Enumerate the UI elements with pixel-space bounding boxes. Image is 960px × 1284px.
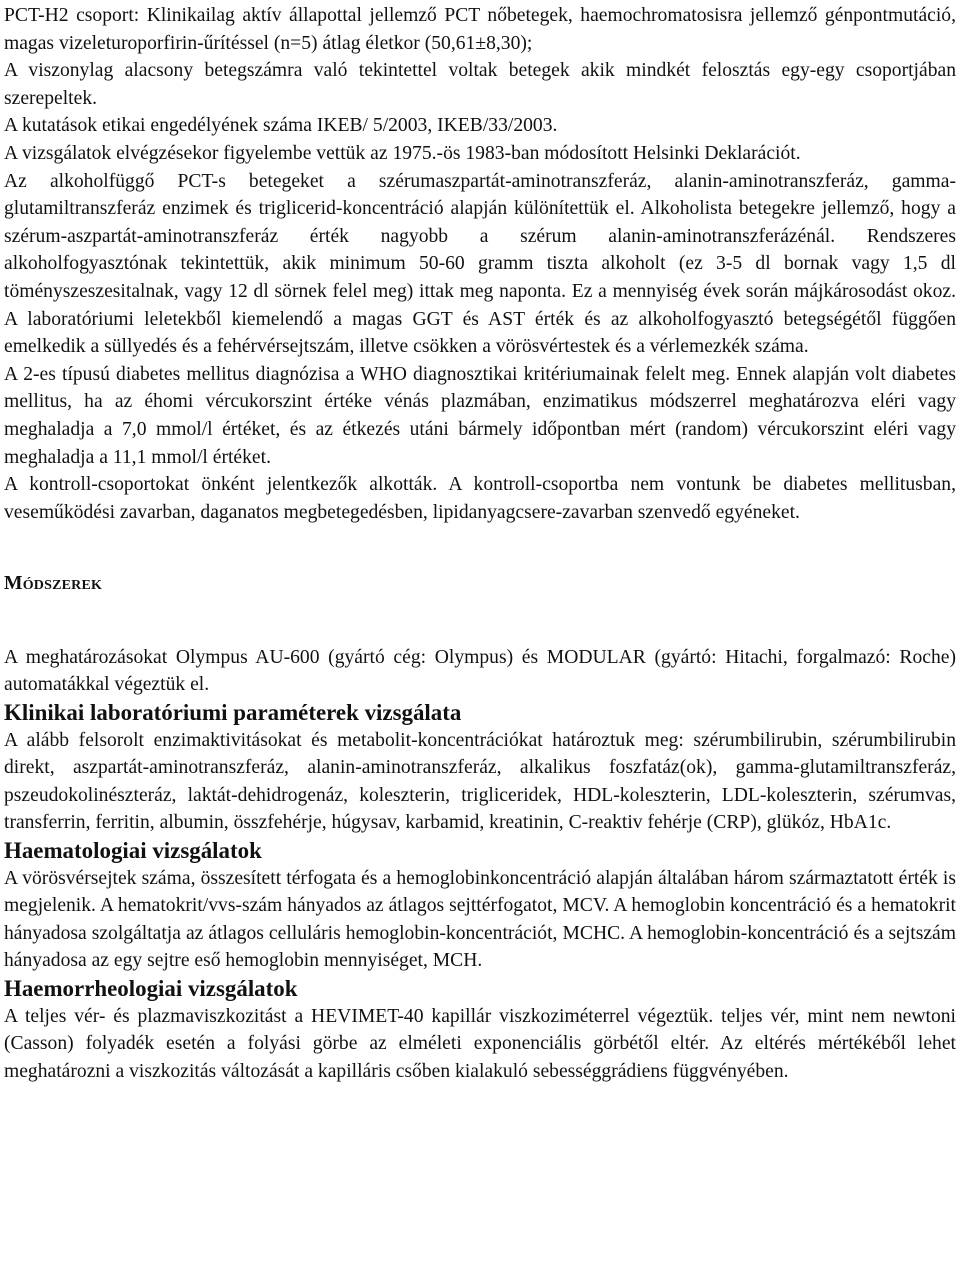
section-spacer: [4, 526, 956, 570]
paragraph-alcohol-criteria: Az alkoholfüggő PCT-s betegeket a szérumaszpartát-aminotranszferáz, alanin-aminotranszferáz, gamma-glutamiltranszferáz enzimek és triglicerid-koncentráció alapján különítettük el. Alkoholista betegekre jellemző, hogy a szérum-aszpartát-aminotranszferáz érték nagyobb a szérum alanin-aminotranszferázénál. Rendszeres alkoholfogyasztónak tekintettük, akik minimum 50-60 gramm tiszta alkoholt (ez 3-5 dl bornak vagy 1,5 dl töményszeszesitalnak, vagy 12 dl sörnek felel meg) ittak meg naponta. Ez a mennyiség évek során májkárosodást okoz. A laboratóriumi leletekből kiemelendő a magas GGT és AST érték és az alkoholfogyasztó betegségétől függően emelkedik a süllyedés és a fehérvérsejtszám, illetve csökken a vörösvértestek és a vérlemezkék száma.: [4, 170, 956, 358]
paragraph-ethics-approval: A kutatások etikai engedélyének száma IKEB/ 5/2003, IKEB/33/2003.: [4, 115, 558, 137]
paragraph-haematology: A vörösvérsejtek száma, összesített térfogata és a hemoglobinkoncentráció alapján általában három származtatott érték is megjelenik. A hematokrit/vvs-szám hányados az átlagos sejttérfogatot, MCV. A hemoglobin koncentráció és a hematokrit hányadosa szolgáltatja az átlagos celluláris hemoglobin-koncentrációt, MCHC. A hemoglobin-koncentráció és a sejtszám hányadosa az egy sejtre eső hemoglobin mennyiséget, MCH.: [4, 867, 956, 972]
paragraph-patient-overlap: A viszonylag alacsony betegszámra való tekintettel voltak betegek akik mindkét felosztás egy-egy csoportjában szerepeltek.: [4, 60, 956, 109]
heading-spacer: [4, 598, 956, 644]
subheading-haematology: Haematologiai vizsgálatok: [4, 838, 262, 864]
subheading-haemorheology: Haemorrheologiai vizsgálatok: [4, 976, 298, 1001]
subheading-clinical-lab: Klinikai laboratóriumi paraméterek vizsgálata: [4, 700, 462, 726]
paragraph-pct-h2-group: PCT-H2 csoport: Klinikailag aktív állapottal jellemző PCT nőbetegek, haemochromatosisra jellemző génpontmutáció, magas vizeleturoporfirin-űrítéssel (n=5) átlag életkor (50,61±8,30);: [4, 5, 956, 54]
paragraph-clinical-lab: A alább felsorolt enzimaktivitásokat és metabolit-koncentrációkat határoztuk meg: szérumbilirubin, szérumbilirubin direkt, aszpartát-aminotranszferáz, alanin-aminotranszferáz, alkalikus foszfatáz(ok), gamma-glutamiltranszferáz, pszeudokolinészteráz, laktát-dehidrogenáz, koleszterin, trigliceridek, HDL-koleszterin, LDL-koleszterin, szérumvas, transferrin, ferritin, albumin, összfehérje, húgysav, karbamid, kreatinin, C-reaktiv fehérje (CRP), glükóz, HbA1c.: [4, 729, 956, 834]
paragraph-diabetes-diagnosis: A 2-es típusú diabetes mellitus diagnózisa a WHO diagnosztikai kritériumainak felelt meg. Ennek alapján volt diabetes mellitus, ha az éhomi vércukorszint értéke vénás plazmában, enzimatikus módszerrel meghatározva eléri vagy meghaladja a 7,0 mmol/l értéket, és az étkezés utáni bármely időpontban mért (random) vércukorszint eléri vagy meghaladja a 11,1 mmol/l értéket.: [4, 363, 956, 468]
paragraph-helsinki-declaration: A vizsgálatok elvégzésekor figyelembe vettük az 1975.-ös 1983-ban módosított Helsinki Deklarációt.: [4, 142, 801, 164]
section-title-methods: Módszerek: [4, 573, 103, 595]
paragraph-control-groups: A kontroll-csoportokat önként jelentkezők alkották. A kontroll-csoportba nem vontunk be diabetes mellitusban, veseműködési zavarban, daganatos megbetegedésben, lipidanyagcsere-zavarban szenvedő egyéneket.: [4, 474, 956, 523]
document-page: [4, 2, 956, 1085]
paragraph-methods-intro: A meghatározásokat Olympus AU-600 (gyártó cég: Olympus) és MODULAR (gyártó: Hitachi, forgalmazó: Roche) automatákkal végeztük el.: [4, 646, 956, 696]
paragraph-haemorheology: A teljes vér- és plazmaviszkozitást a HEVIMET-40 kapillár viszkoziméterrel végeztük. teljes vér, mint nem newtoni (Casson) folyadék esetén a folyási görbe az elméleti exponenciális görbétől eltér. Az eltérés mértékéből lehet meghatározni a viszkozitás változását a kapilláris csőben kialakuló sebességgrádiens függvényében.: [4, 1005, 956, 1082]
